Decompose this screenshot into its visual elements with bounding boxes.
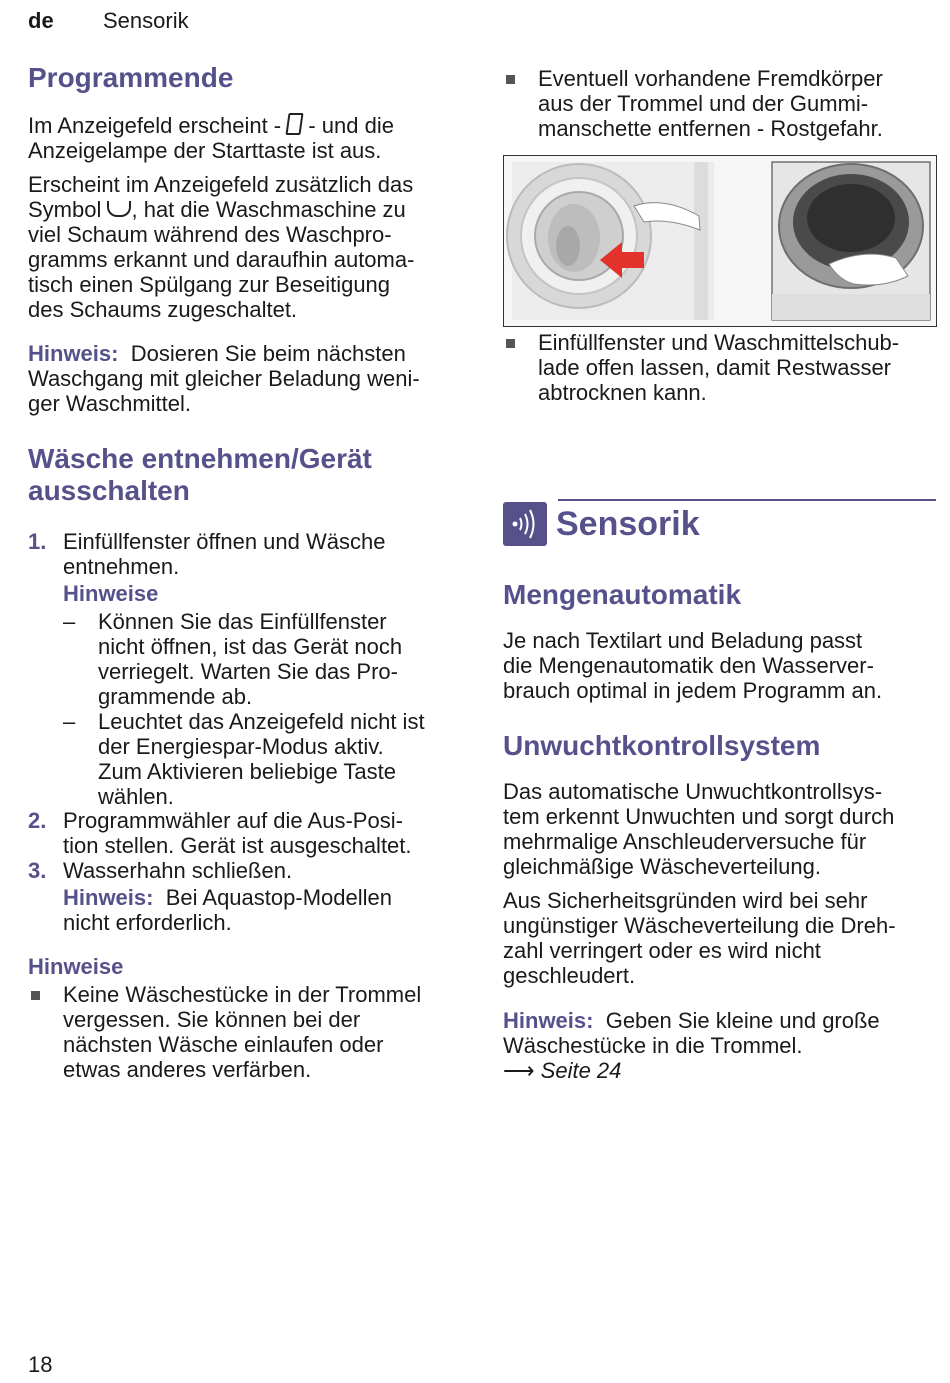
paragraph-foam-6: des Schaums zugeschaltet. (28, 297, 298, 322)
page-reference[interactable]: ⟶ Seite 24 (503, 1058, 622, 1083)
page-number: 18 (28, 1352, 53, 1377)
bullet-open-2: lade offen lassen, damit Restwasser (538, 355, 891, 380)
menge-line3: brauch optimal in jedem Programm an. (503, 678, 883, 703)
step-2-line1: Programmwähler auf die Aus-Posi- (63, 808, 403, 833)
bullet-laundry-1: Keine Wäschestücke in der Trommel (63, 982, 422, 1007)
paragraph-foam-5: tisch einen Spülgang zur Beseitigung (28, 272, 391, 297)
menge-line1: Je nach Textilart und Beladung passt (503, 628, 863, 653)
step-3-line1: Wasserhahn schließen. (63, 858, 293, 883)
heading-entnehmen-2: ausschalten (28, 475, 190, 506)
heading-entnehmen-1: Wäsche entnehmen/Gerät (28, 443, 372, 474)
section-header: Sensorik (103, 8, 189, 33)
paragraph-display-line2: Anzeigelampe der Starttaste ist aus. (28, 138, 382, 163)
heading-unwucht: Unwuchtkontrollsystem (503, 730, 821, 761)
step-3-note-1: Hinweis: Bei Aquastop-Modellen (63, 885, 392, 910)
sensor-icon (503, 502, 547, 546)
heading-sensorik: Sensorik (556, 505, 700, 543)
note-dosing-2: Waschgang mit gleicher Beladung weni- (28, 366, 420, 391)
dash-2-line4: wählen. (98, 784, 174, 809)
bullet-laundry-4: etwas anderes verfärben. (63, 1057, 312, 1082)
paragraph-foam-2: Symbol , hat die Waschmaschine zu (28, 197, 406, 222)
paragraph-foam-4: gramms erkannt und daraufhin automa- (28, 247, 415, 272)
bullet-open-1: Einfüllfenster und Waschmittelschub- (538, 330, 900, 355)
bullet-open-3: abtrocknen kann. (538, 380, 707, 405)
bullet-foreign-3: manschette entfernen - Rostgefahr. (538, 116, 883, 141)
step-number-3: 3. (28, 858, 47, 883)
unwucht-p2-2: ungünstiger Wäscheverteilung die Dreh- (503, 913, 896, 938)
unwucht-p1-3: mehrmalige Anschleuderversuche für (503, 829, 867, 854)
unwucht-note-1: Hinweis: Geben Sie kleine und große (503, 1008, 880, 1033)
dash-2-line2: der Energiespar-Modus aktiv. (98, 734, 384, 759)
paragraph-foam-1: Erscheint im Anzeigefeld zusätzlich das (28, 172, 414, 197)
unwucht-note-2: Wäschestücke in die Trommel. (503, 1033, 803, 1058)
bullet-square (506, 339, 515, 348)
note-label: Hinweis: (28, 341, 119, 366)
heading-programmende: Programmende (28, 62, 234, 93)
step-number-2: 2. (28, 808, 47, 833)
step-3-note-2: nicht erforderlich. (63, 910, 232, 935)
step-2-line2: tion stellen. Gerät ist ausgeschaltet. (63, 833, 412, 858)
hinweise-label-2: Hinweise (28, 954, 124, 979)
bullet-foreign-2: aus der Trommel und der Gummi- (538, 91, 869, 116)
unwucht-p2-1: Aus Sicherheitsgründen wird bei sehr (503, 888, 868, 913)
heading-mengenautomatik: Mengenautomatik (503, 579, 742, 610)
section-rule (558, 499, 936, 501)
paragraph-display: Im Anzeigefeld erscheint - - und die (28, 113, 394, 138)
bullet-laundry-3: nächsten Wäsche einlaufen oder (63, 1032, 384, 1057)
step-number-1: 1. (28, 529, 47, 554)
dash-2-line3: Zum Aktivieren beliebige Taste (98, 759, 396, 784)
bullet-square (506, 75, 515, 84)
dash-1-line1: Können Sie das Einfüllfenster (98, 609, 387, 634)
paragraph-foam-3: viel Schaum während des Waschpro- (28, 222, 392, 247)
foam-icon (107, 201, 131, 217)
dash-1-line2: nicht öffnen, ist das Gerät noch (98, 634, 403, 659)
note-dosing-3: ger Waschmittel. (28, 391, 192, 416)
language-code: de (28, 8, 54, 33)
bullet-foreign-1: Eventuell vorhandene Fremdkörper (538, 66, 883, 91)
dash-2: – (63, 709, 76, 734)
unwucht-p2-3: zahl verringert oder es wird nicht (503, 938, 821, 963)
dash-2-line1: Leuchtet das Anzeigefeld nicht ist (98, 709, 425, 734)
washer-drum-svg (504, 156, 936, 326)
dash-1: – (63, 609, 76, 634)
dash-1-line4: grammende ab. (98, 684, 253, 709)
menge-line2: die Mengenautomatik den Wasserver- (503, 653, 874, 678)
step-1-line2: entnehmen. (63, 554, 180, 579)
step-1-line1: Einfüllfenster öffnen und Wäsche (63, 529, 386, 554)
dash-1-line3: verriegelt. Warten Sie das Pro- (98, 659, 398, 684)
hinweise-label-1: Hinweise (63, 581, 159, 606)
unwucht-p1-2: tem erkennt Unwuchten und sorgt durch (503, 804, 895, 829)
cleaning-illustration (503, 155, 937, 327)
bullet-laundry-2: vergessen. Sie können bei der (63, 1007, 361, 1032)
unwucht-p1-1: Das automatische Unwuchtkontrollsys- (503, 779, 883, 804)
unwucht-p2-4: geschleudert. (503, 963, 636, 988)
arrow-right-icon: ⟶ (503, 1058, 535, 1083)
bullet-square (31, 991, 40, 1000)
note-dosing-1: Hinweis: Dosieren Sie beim nächsten (28, 341, 406, 366)
unwucht-p1-4: gleichmäßige Wäscheverteilung. (503, 854, 821, 879)
